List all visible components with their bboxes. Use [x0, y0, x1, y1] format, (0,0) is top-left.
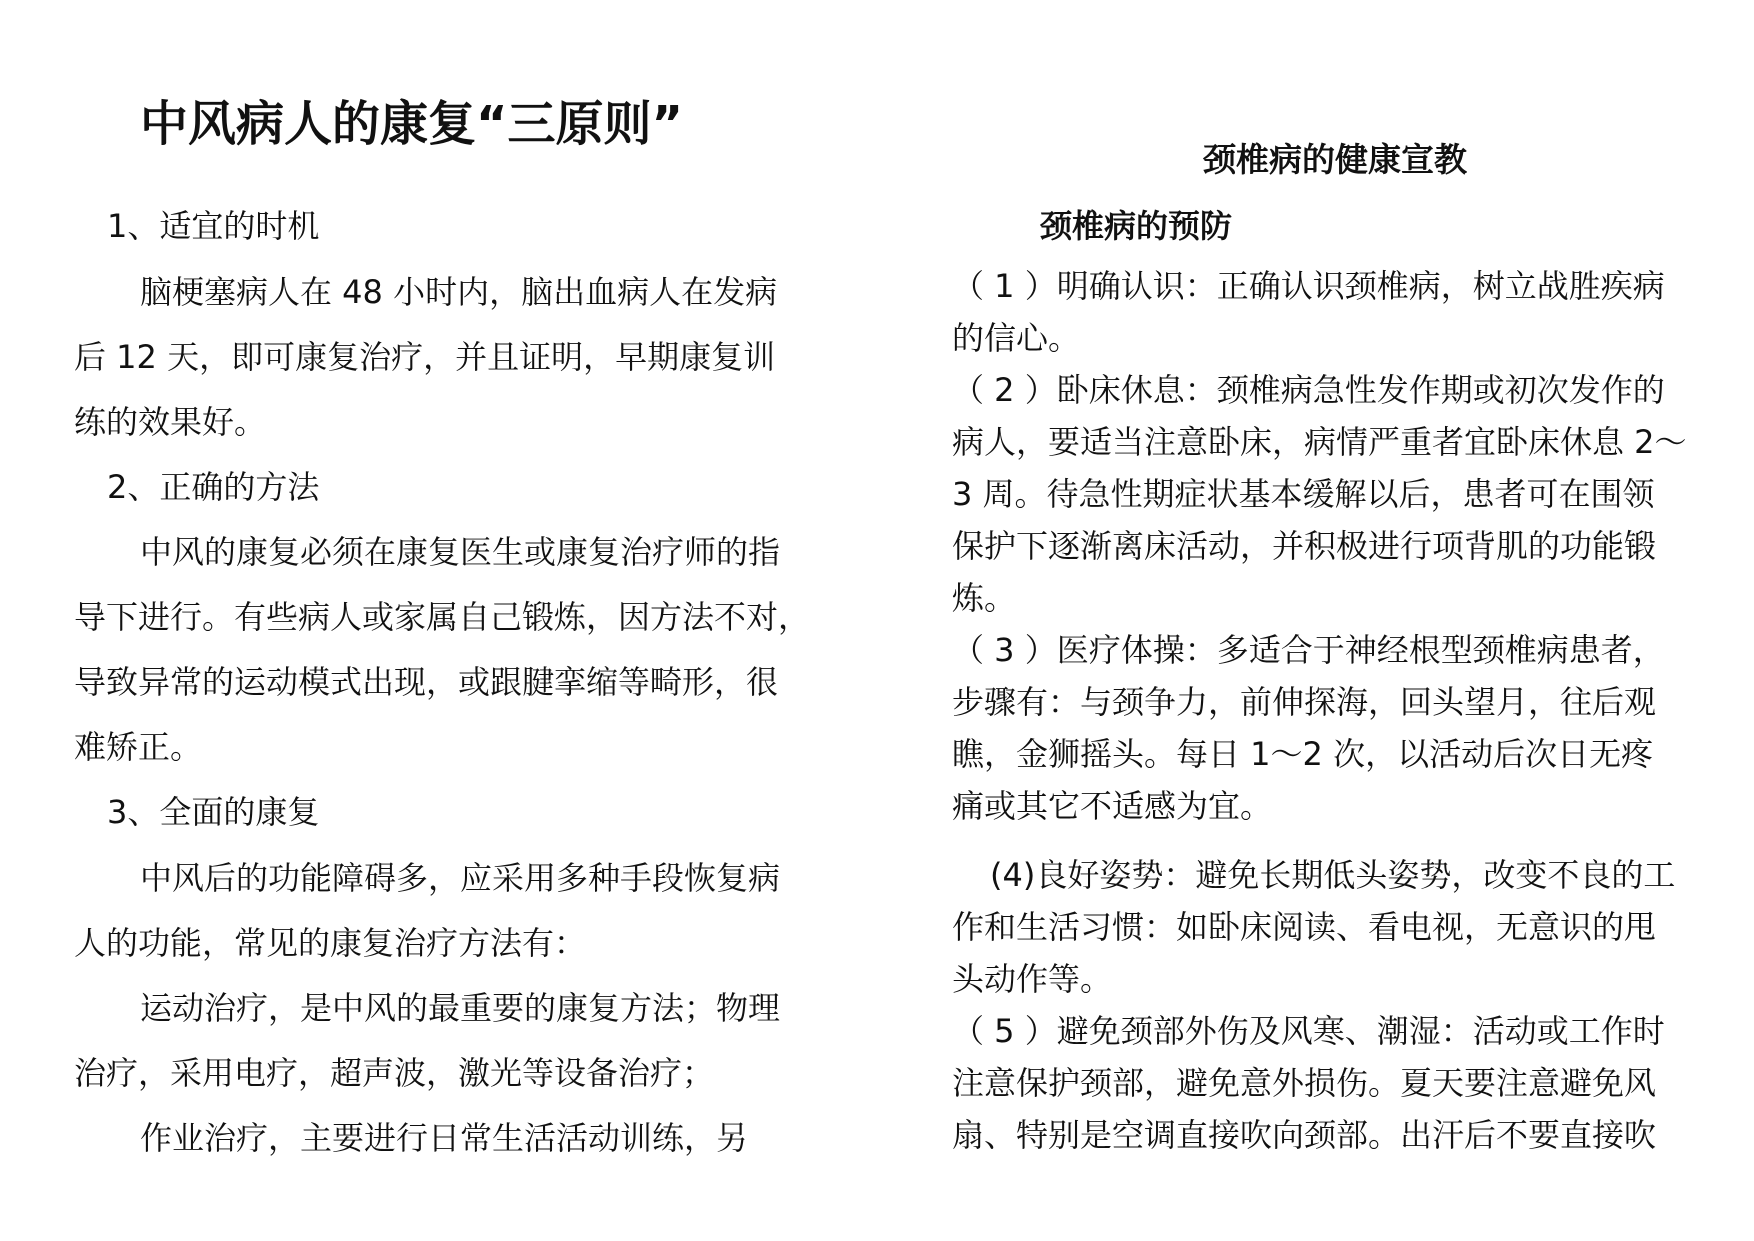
paragraph-line: 瞧，金狮摇头。每日 1～2 次，以活动后次日无疼 [952, 735, 1654, 773]
paragraph-line: （ 5 ）避免颈部外伤及风寒、潮湿：活动或工作时 [952, 1012, 1665, 1050]
paragraph-line: 治疗，采用电疗，超声波，激光等设备治疗； [74, 1054, 715, 1092]
paragraph-line: 3 周。待急性期症状基本缓解以后，患者可在围领 [952, 475, 1655, 513]
paragraph-line: 保护下逐渐离床活动，并积极进行项背肌的功能锻 [952, 527, 1657, 565]
paragraph-line: 导下进行。有些病人或家属自己锻炼，因方法不对， [74, 598, 811, 636]
paragraph-line: （ 2 ）卧床休息：颈椎病急性发作期或初次发作的 [952, 371, 1665, 409]
paragraph-line: 作和生活习惯：如卧床阅读、看电视，无意识的甩 [952, 908, 1657, 946]
paragraph-line: 运动治疗，是中风的最重要的康复方法；物理 [140, 989, 781, 1027]
paragraph-line: 中风的康复必须在康复医生或康复治疗师的指 [140, 533, 781, 571]
paragraph-line: （ 3 ）医疗体操：多适合于神经根型颈椎病患者， [952, 631, 1665, 669]
heading-3: 3、全面的康复 [107, 793, 320, 831]
heading-1: 1、适宜的时机 [107, 207, 320, 245]
paragraph-line: 作业治疗，主要进行日常生活活动训练，另 [140, 1119, 749, 1157]
paragraph-line: 练的效果好。 [74, 403, 267, 441]
paragraph-line: 难矫正。 [74, 728, 203, 766]
paragraph-line: (4)良好姿势：避免长期低头姿势，改变不良的工 [990, 856, 1676, 894]
left-title: 中风病人的康复“三原则” [140, 96, 684, 152]
paragraph-line: 中风后的功能障碍多，应采用多种手段恢复病 [140, 859, 781, 897]
paragraph-line: 导致异常的运动模式出现，或跟腱挛缩等畸形，很 [74, 663, 779, 701]
heading-2: 2、正确的方法 [107, 468, 320, 506]
paragraph-line: 头动作等。 [952, 960, 1113, 998]
paragraph-line: 痛或其它不适感为宜。 [952, 787, 1273, 825]
paragraph-line: 扇、特别是空调直接吹向颈部。出汗后不要直接吹 [952, 1116, 1657, 1154]
paragraph-line: 注意保护颈部，避免意外损伤。夏天要注意避免风 [952, 1064, 1657, 1102]
paragraph-line: 后 12 天，即可康复治疗，并且证明，早期康复训 [74, 338, 776, 376]
right-subtitle: 颈椎病的预防 [1040, 207, 1233, 245]
paragraph-line: 的信心。 [952, 319, 1081, 357]
paragraph-line: 步骤有：与颈争力，前伸探海，回头望月，往后观 [952, 683, 1657, 721]
paragraph-line: 炼。 [952, 579, 1017, 617]
paragraph-line: 脑梗塞病人在 48 小时内，脑出血病人在发病 [140, 273, 778, 311]
paragraph-line: 病人，要适当注意卧床，病情严重者宜卧床休息 2～ [952, 423, 1687, 461]
paragraph-line: （ 1 ）明确认识：正确认识颈椎病，树立战胜疾病 [952, 267, 1665, 305]
right-title: 颈椎病的健康宣教 [1203, 140, 1467, 179]
paragraph-line: 人的功能，常见的康复治疗方法有： [74, 924, 587, 962]
